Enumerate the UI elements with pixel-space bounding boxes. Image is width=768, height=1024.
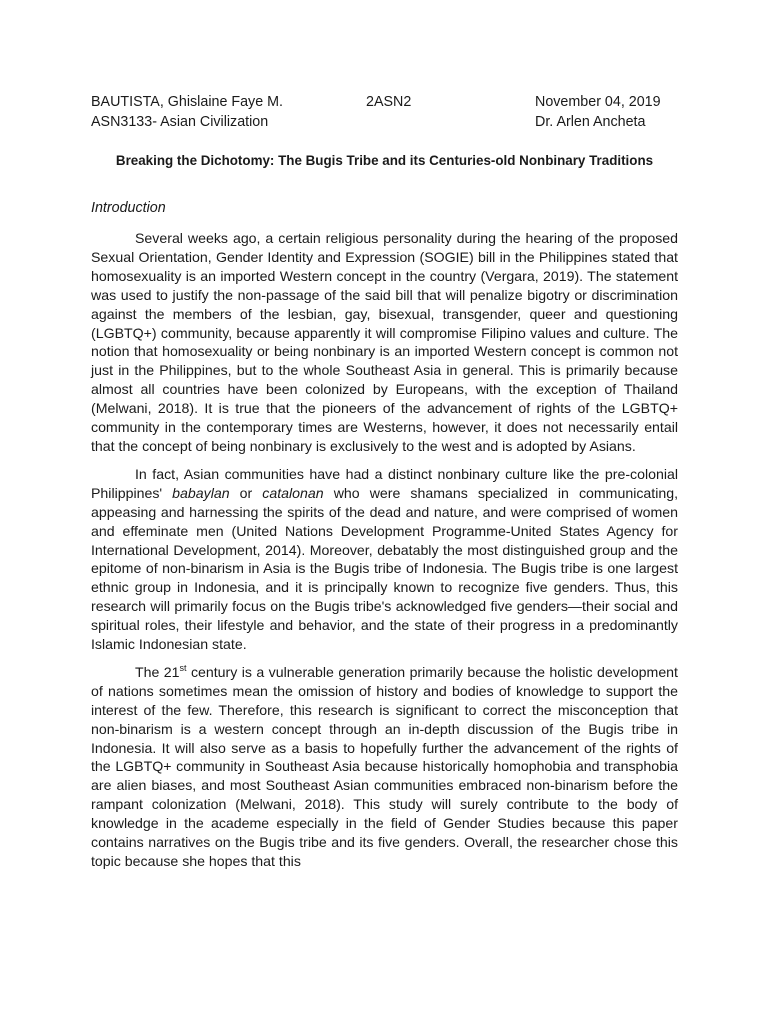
paragraph-3-text-b: century is a vulnerable generation primarily because the holistic development of nations sometimes mean the omission of history and bodies of knowledge to support the interest of the few. Therefore, this research is significant to correct the misconception that non-binarism is a western concept through an in-depth discussion of the Bugis tribe in Indonesia. It will also serve as a basis to hopefully further the advancement of the rights of the LGBTQ+ community in Southeast Asia because historically homophobia and transphobia are alien biases, and most Southeast Asian communities embraced non-binarism before the rampant colonization (Melwani, 2018). This study will surely contribute to the body of knowledge in the academe especially in the field of Gender Studies because this paper contains narratives on the Bugis tribe and its five genders. Overall, the researcher chose this topic because she hopes that this	[91, 663, 678, 869]
paragraph-2-text-a: In fact, Asian communities have had a distinct nonbinary culture like the pre-colonial Philippines'	[91, 465, 678, 501]
paragraph-3-text-a: The 21	[135, 663, 180, 680]
instructor-name: Dr. Arlen Ancheta	[535, 114, 646, 130]
paragraph-2-text-c: or	[229, 484, 263, 501]
header-row-1	[91, 92, 671, 112]
author-name: BAUTISTA, Ghislaine Faye M.	[91, 94, 284, 110]
document-title: Breaking the Dichotomy: The Bugis Tribe and its Centuries-old Nonbinary Traditions	[115, 153, 654, 168]
paragraph-1: Several weeks ago, a certain religious personality during the hearing of the proposed Sexual Orientation, Gender Identity and Expression (SOGIE) bill in the Philippines stated that homosexuality is an imported Western concept in the country (Vergara, 2019). The statement was used to justify the non-passage of the said bill that will penalize bigotry or discrimination against the members of the lesbian, gay, bisexual, transgender, queer and questioning (LGBTQ+) community, because apparently it will compromise Filipino values and culture. The notion that homosexuality or being nonbinary is an imported Western concept is common not just in the Philippines, but to the whole Southeast Asia in general. This is primarily because almost all countries have been colonized by Europeans, with the exception of Thailand (Melwani, 2018). It is true that the pioneers of the advancement of rights of the LGBTQ+ community in the contemporary times are Westerns, however, it does not necessarily entail that the concept of being nonbinary is exclusively to the west and is adopted by Asians.	[91, 230, 678, 454]
term-babaylan: babaylan	[172, 484, 230, 501]
document-header	[91, 92, 671, 132]
paragraph-3	[91, 663, 678, 871]
paragraph-2	[91, 465, 678, 654]
course-name: ASN3133- Asian Civilization	[91, 114, 269, 130]
ordinal-suffix: st	[179, 662, 187, 673]
submission-date: November 04, 2019	[535, 94, 661, 110]
term-catalonan: catalonan	[262, 484, 324, 501]
header-row-2	[91, 112, 671, 132]
class-section: 2ASN2	[366, 94, 412, 110]
section-heading: Introduction	[91, 200, 166, 216]
paragraph-2-text-e: who were shamans specialized in communicating, appeasing and harnessing the spirits of the dead and nature, and were comprised of women and effeminate men (United Nations Development Programme-United States Agency for International Development, 2014). Moreover, debatably the most distinguished group and the epitome of non-binarism in Asia is the Bugis tribe of Indonesia. The Bugis tribe is one largest ethnic group in Indonesia, and it is principally known to recognize five genders. Thus, this research will primarily focus on the Bugis tribe's acknowledged five genders—their social and spiritual roles, their lifestyle and behavior, and the state of their progress in a predominantly Islamic Indonesian state.	[91, 484, 678, 653]
document-body	[91, 229, 678, 871]
